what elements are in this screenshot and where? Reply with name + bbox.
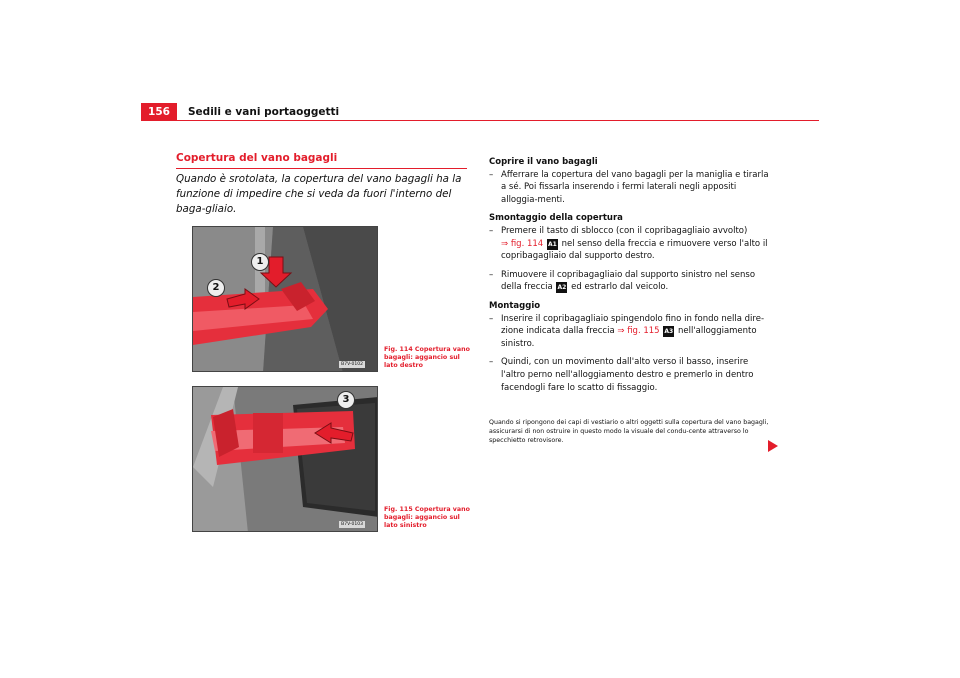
page-number: 156 xyxy=(141,103,177,121)
section-title: Copertura del vano bagagli xyxy=(176,152,338,164)
list-dash: – xyxy=(489,169,494,180)
figure-115-illustration xyxy=(193,387,378,532)
section-intro: Quando è srotolata, la copertura del vano bagagli ha la funzione di impedire che si veda da fuori l'interno del baga-gliaio. xyxy=(176,173,462,216)
figure-114-illustration xyxy=(193,227,378,372)
step-text: Quindi, con un movimento dall'alto verso il basso, inserire l'altro perno nell'alloggiamento destro e premerlo in dentro facendogli fare lo scatto di fissaggio. xyxy=(501,357,754,393)
step-text: nell'alloggiamento sinistro. xyxy=(501,326,757,349)
step-text: Rimuovere il copribagagliaio dal supporto sinistro nel senso della freccia xyxy=(501,269,756,293)
list-dash: – xyxy=(489,357,494,368)
list-dash: – xyxy=(489,313,494,324)
figure-114-caption: Fig. 114 Copertura vano bagagli: aggancio sul lato destro xyxy=(384,346,470,369)
step-text: Premere il tasto di sblocco (con il copribagagliaio avvolto) xyxy=(501,225,748,236)
figure-code: B7V-0103 xyxy=(341,522,363,527)
figure-115-link[interactable]: ⇒ fig. 115 xyxy=(617,326,660,337)
header-divider xyxy=(177,120,819,121)
step-text: Afferrare la copertura del vano bagagli per la maniglia e tirarla a sé. Poi fissarla inserendo i fermi laterali negli appositi alloggia-menti. xyxy=(501,169,769,205)
figure-115-caption: Fig. 115 Copertura vano bagagli: aggancio sul lato sinistro xyxy=(384,506,470,529)
instructions xyxy=(489,156,774,394)
removal-heading: Smontaggio della copertura xyxy=(489,213,623,224)
cover-heading: Coprire il vano bagagli xyxy=(489,157,598,167)
mount-step-1 xyxy=(489,313,774,351)
next-page-arrow-icon xyxy=(768,440,778,452)
mount-step-2 xyxy=(489,356,774,394)
step-text: Inserire il copribagagliaio spingendolo fino in fondo nella dire-zione indicata dalla freccia xyxy=(501,313,765,337)
step-text: ed estrarlo dal veicolo. xyxy=(571,282,669,293)
step-text: nel senso della freccia e rimuovere verso l'alto il copribagagliaio dal supporto destro. xyxy=(501,238,768,262)
callout-badge: A3 xyxy=(664,328,674,336)
removal-step-2 xyxy=(489,269,774,294)
callout-3: 3 xyxy=(337,391,355,409)
list-dash: – xyxy=(489,269,494,280)
removal-step-1 xyxy=(489,225,774,263)
running-header: Sedili e vani portaoggetti xyxy=(188,106,340,118)
figure-115-image xyxy=(192,386,378,532)
section-divider xyxy=(176,168,467,169)
callout-1: 1 xyxy=(251,253,269,271)
callout-badge: A1 xyxy=(547,240,557,248)
callout-2: 2 xyxy=(207,279,225,297)
list-dash: – xyxy=(489,225,494,236)
mount-heading: Montaggio xyxy=(489,300,541,311)
figure-114-link[interactable]: ⇒ fig. 114 xyxy=(501,238,544,249)
cover-step xyxy=(489,169,774,207)
figure-code: B7V-0102 xyxy=(341,362,363,367)
figure-114-image xyxy=(192,226,378,372)
note-text: Quando si ripongono dei capi di vestiario o altri oggetti sulla copertura del vano bagagli, assicurarsi di non ostruire in questo modo la visuale del condu-cente attraverso lo specchietto retrovisore. xyxy=(489,419,769,445)
callout-badge: A2 xyxy=(557,284,567,292)
